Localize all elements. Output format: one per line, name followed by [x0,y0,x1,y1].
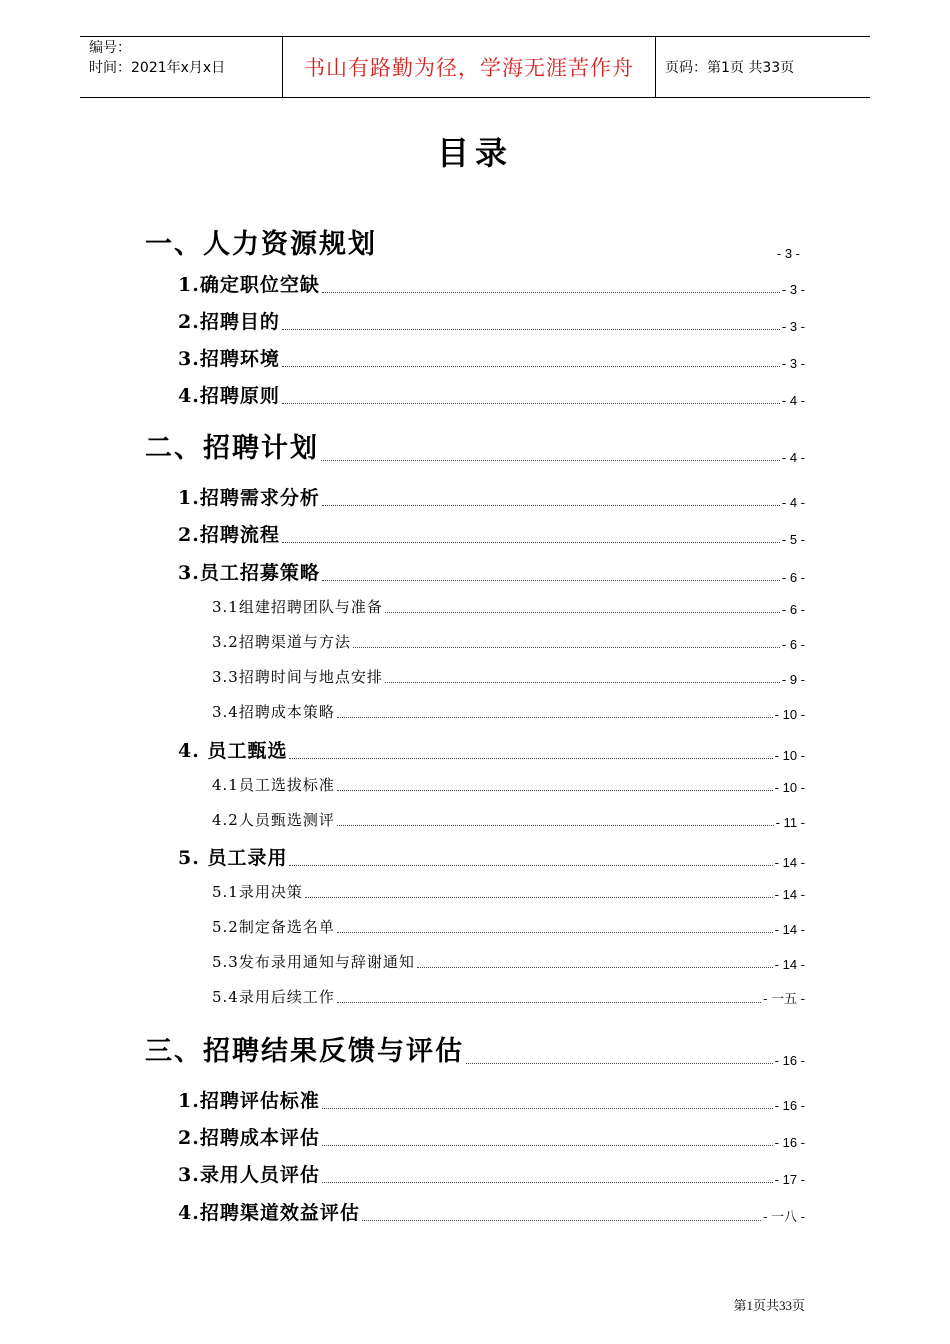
toc-entry-page: - 3 - [776,246,800,261]
toc-entry-page: - 14 - [774,887,805,902]
toc-entry-text: 3.4招聘成本策略 [212,703,335,721]
toc-entry-3-4[interactable] [178,1198,805,1225]
toc-entry-2-3-4[interactable] [212,701,805,722]
toc-leader [322,504,780,506]
toc-entry-2-5-1[interactable] [212,881,805,902]
toc-entry-page: - 14 - [774,855,805,870]
toc-leader [337,824,774,826]
toc-entry-text: 1.招聘需求分析 [178,487,320,509]
toc-leader [322,1144,773,1146]
toc-entry-2-5[interactable] [178,843,805,870]
toc-entry-text: 4.招聘渠道效益评估 [178,1202,360,1224]
header-info [80,37,282,97]
toc-entry-text: 5.4录用后续工作 [212,988,335,1006]
toc-entry-2-5-2[interactable] [212,916,805,937]
toc-entry-text: 3.2招聘渠道与方法 [212,633,351,651]
toc-entry-page: - 6 - [781,570,805,585]
toc-leader [282,365,780,367]
toc-entry-2-4-1[interactable] [212,774,805,795]
toc-leader [282,402,780,404]
toc-leader [337,789,773,791]
toc-entry-text: 4.招聘原则 [178,385,280,407]
toc-entry-text: 5.3发布录用通知与辞谢通知 [212,953,415,971]
toc-entry-1-3[interactable] [178,344,805,371]
toc-entry-3-2[interactable] [178,1123,805,1150]
toc-leader [322,291,780,293]
toc-leader [322,579,780,581]
toc-entry-page: - 9 - [781,672,805,687]
toc-entry-text: 三、招聘结果反馈与评估 [145,1036,464,1067]
toc-entry-page: - 一八 - [763,1209,805,1224]
toc-leader [385,681,780,683]
toc-entry-text: 5.2制定备选名单 [212,918,335,936]
toc-entry-3-1[interactable] [178,1086,805,1113]
toc-entry-text: 4.2人员甄选测评 [212,811,335,829]
toc-leader [379,256,775,257]
toc-entry-3-3[interactable] [178,1160,805,1187]
toc-entry-1[interactable] [145,222,800,261]
toc-entry-text: 3.1组建招聘团队与准备 [212,598,383,616]
toc-entry-page: - 14 - [774,922,805,937]
toc-leader [353,646,780,648]
toc-entry-2-4[interactable] [178,736,805,763]
toc-entry-2-3-3[interactable] [212,666,805,687]
toc-entry-text: 4.1员工选拔标准 [212,776,335,794]
toc-entry-page: - 一五 - [763,991,805,1006]
toc-leader [466,1062,773,1064]
toc-leader [282,541,780,543]
toc-entry-page: - 17 - [774,1172,805,1187]
toc-entry-2-1[interactable] [178,483,805,510]
toc-entry-2-3[interactable] [178,558,805,585]
toc-leader [337,931,773,933]
toc-entry-page: - 3 - [781,356,805,371]
toc-entry-2-5-3[interactable] [212,951,805,972]
toc-entry-page: - 3 - [781,282,805,297]
toc-leader [289,864,772,866]
toc-entry-2-2[interactable] [178,520,805,547]
toc-leader [337,1001,761,1003]
toc-title: 目录 [436,134,513,172]
toc-entry-page: - 16 - [774,1098,805,1113]
toc-entry-text: 3.员工招募策略 [178,562,320,584]
toc-leader [305,896,773,898]
toc-entry-text: 1.招聘评估标准 [178,1090,320,1112]
header-page-code: 页码：第1页 共33页 [665,60,795,76]
toc-leader [362,1219,761,1221]
toc-entry-1-4[interactable] [178,381,805,408]
toc-entry-text: 二、招聘计划 [145,433,319,464]
toc-entry-page: - 3 - [781,319,805,334]
toc-entry-page: - 10 - [774,707,805,722]
toc-entry-page: - 10 - [774,780,805,795]
toc-entry-page: - 6 - [781,637,805,652]
toc-entry-text: 3.3招聘时间与地点安排 [212,668,383,686]
toc-entry-1-2[interactable] [178,307,805,334]
toc-entry-text: 4. 员工甄选 [178,740,288,762]
toc-entry-2-4-2[interactable] [212,809,805,830]
toc-entry-page: - 4 - [781,495,805,510]
toc-entry-page: - 6 - [781,602,805,617]
toc-entry-2-3-2[interactable] [212,631,805,652]
toc-leader [321,459,780,461]
toc-entry-page: - 14 - [774,957,805,972]
page-footer: 第1页共33页 [733,1298,805,1313]
toc-entry-1-1[interactable] [178,270,805,297]
number-label: 编号： [89,40,131,56]
toc-entry-text: 一、人力资源规划 [145,229,377,260]
toc-entry-page: - 11 - [775,815,805,830]
toc-entry-page: - 4 - [781,450,805,465]
toc-leader [417,966,773,968]
toc-entry-text: 3.招聘环境 [178,348,280,370]
toc-entry-text: 5. 员工录用 [178,847,288,869]
toc-entry-3[interactable] [145,1029,805,1068]
toc-entry-page: - 16 - [774,1135,805,1150]
toc-entry-text: 2.招聘成本评估 [178,1127,320,1149]
toc-entry-page: - 5 - [781,532,805,547]
toc-entry-2[interactable] [145,426,805,465]
header-motto: 书山有路勤为径，学海无涯苦作舟 [282,37,656,97]
toc-entry-2-3-1[interactable] [212,596,805,617]
toc-leader [322,1107,773,1109]
toc-entry-text: 2.招聘目的 [178,311,280,333]
toc-leader [337,716,773,718]
toc-entry-page: - 10 - [774,748,805,763]
page-header [80,36,870,98]
toc-entry-page: - 4 - [781,393,805,408]
toc-entry-text: 1.确定职位空缺 [178,274,320,296]
toc-entry-text: 3.录用人员评估 [178,1164,320,1186]
toc-entry-page: - 16 - [774,1053,805,1068]
toc-entry-text: 2.招聘流程 [178,524,280,546]
toc-leader [385,611,780,613]
date-label: 时间：2021年x月x日 [89,60,226,76]
toc-leader [289,757,772,759]
toc-leader [322,1181,773,1183]
toc-leader [282,328,780,330]
toc-entry-text: 5.1录用决策 [212,883,303,901]
toc-entry-2-5-4[interactable] [212,986,805,1007]
